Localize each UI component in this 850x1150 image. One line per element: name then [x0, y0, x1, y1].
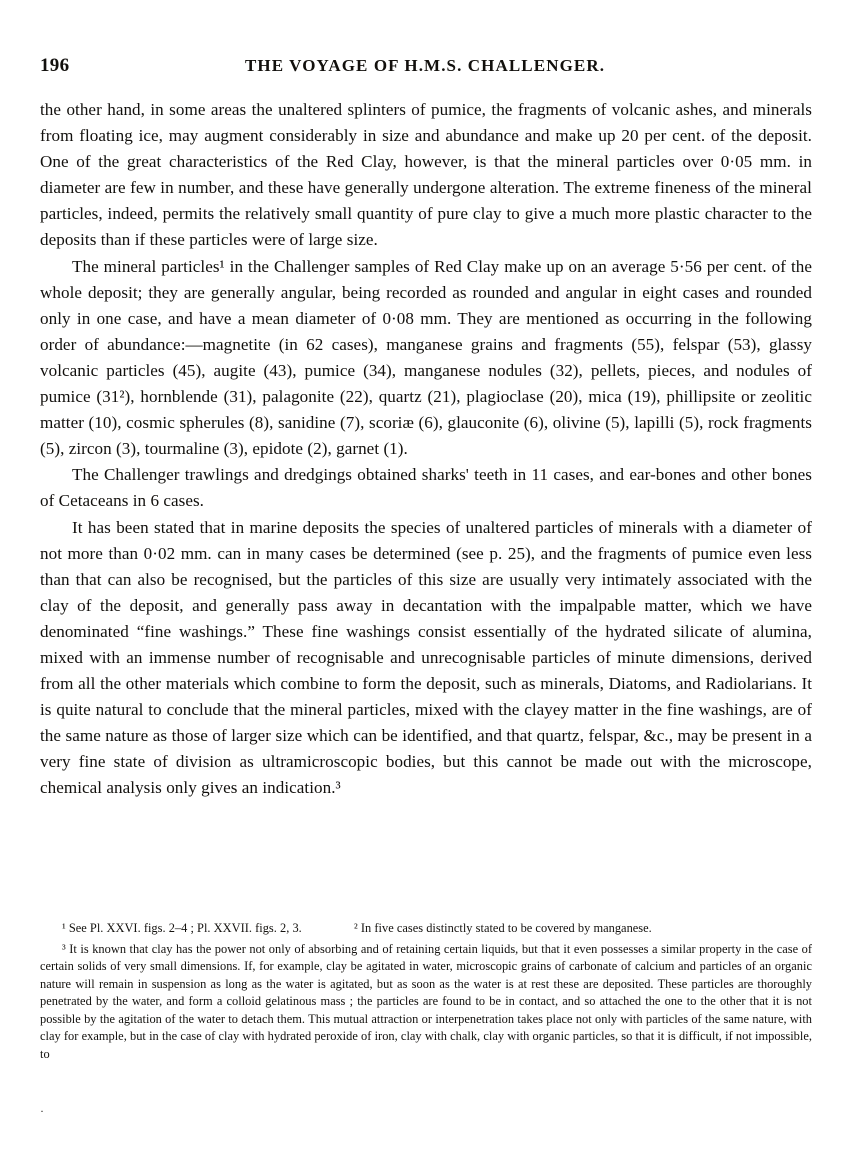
- paragraph-2: The mineral particles¹ in the Challenger samples of Red Clay make up on an average 5·56 per cent. of the whole deposit; they are generally angular, being recorded as rounded and angular in eight cases and rounded only in one case, and have a mean diameter of 0·08 mm. They are mentioned as occurring in the following order of abundance:—magnetite (in 62 cases), manganese grains and fragments (55), felspar (53), glassy volcanic particles (45), augite (43), pumice (34), manganese nodules (32), pellets, pieces, and nodules of pumice (31²), hornblende (31), palagonite (22), quartz (21), plagioclase (20), mica (19), phillipsite or zeolitic matter (10), cosmic spherules (8), sanidine (7), scoriæ (6), glauconite (6), olivine (5), lapilli (5), rock fragments (5), zircon (3), tourmaline (3), epidote (2), garnet (1).: [40, 256, 812, 459]
- footnote-line-1: [40, 920, 812, 938]
- page-header: [40, 55, 810, 79]
- running-head: THE VOYAGE OF H.M.S. CHALLENGER.: [244, 56, 606, 75]
- paragraph-1: the other hand, in some areas the unaltered splinters of pumice, the fragments of volcanic ashes, and minerals from floating ice, may augment considerably in size and abundance and make up 20 per cent. of the deposit. One of the great characteristics of the Red Clay, however, is that the mineral particles over 0·05 mm. in diameter are few in number, and these have generally undergone alteration. The extreme fineness of the mineral particles, indeed, permits the relatively small quantity of pure clay to give a much more plastic character to the deposits than if these particles were of large size.: [40, 100, 812, 250]
- paragraph-4: It has been stated that in marine deposits the species of unaltered particles of minerals with a diameter of not more than 0·02 mm. can in many cases be determined (see p. 25), and the fragments of pumice even less than that can also be recognised, but the particles of this size are usually very intimately associated with the clay of the deposit, and generally pass away in decantation with the impalpable matter, which we have denominated “fine washings.” These fine washings consist essentially of the hydrated silicate of alumina, mixed with an immense number of recognisable and unrecognisable particles of minute dimensions, derived from all the other materials which combine to form the deposit, such as minerals, Diatoms, and Radiolarians. It is quite natural to conclude that the mineral particles, mixed with the clayey matter in the fine washings, are of the same nature as those of larger size which can be identified, and that quartz, felspar, &c., may be present in a very fine state of division as ultramicroscopic bodies, but this cannot be made out with the microscope, chemical analysis only gives an indication.³: [40, 517, 812, 798]
- footnote-block: [40, 920, 812, 1064]
- footnote-3: ³ It is known that clay has the power not only of absorbing and of retaining certain liquids, but that it even possesses a similar property in the case of certain solids of very small dimensions. If, for example, clay be agitated in water, microscopic grains of carbonate of calcium and particles of an organic nature will remain in suspension as long as the water is agitated, but as soon as the water is at rest these are deposited. These particles are thoroughly penetrated by the water, and form a colloid gelatinous mass ; the particles are found to be in contact, and so attached the one to the other that it is not possible by the agitation of the water to detach them. This mutual attraction or interpenetration takes place not only with particles of the same nature, with clay for example, but in the case of clay with hydrated peroxide of iron, clay with chalk, clay with organic particles, so that it is difficult, if not impossible, to: [40, 941, 812, 1062]
- footnote-1-text: ¹ See Pl. XXVI. figs. 2–4 ; Pl. XXVII. figs. 2, 3.: [62, 921, 302, 935]
- page-number: 196: [40, 55, 70, 76]
- paragraph-3: The Challenger trawlings and dredgings obtained sharks' teeth in 11 cases, and ear-bones and other bones of Cetaceans in 6 cases.: [40, 465, 812, 511]
- body-text: [40, 97, 812, 802]
- page-tail-mark: ·: [40, 1104, 44, 1118]
- footnote-2-text: ² In five cases distinctly stated to be covered by manganese.: [354, 921, 652, 935]
